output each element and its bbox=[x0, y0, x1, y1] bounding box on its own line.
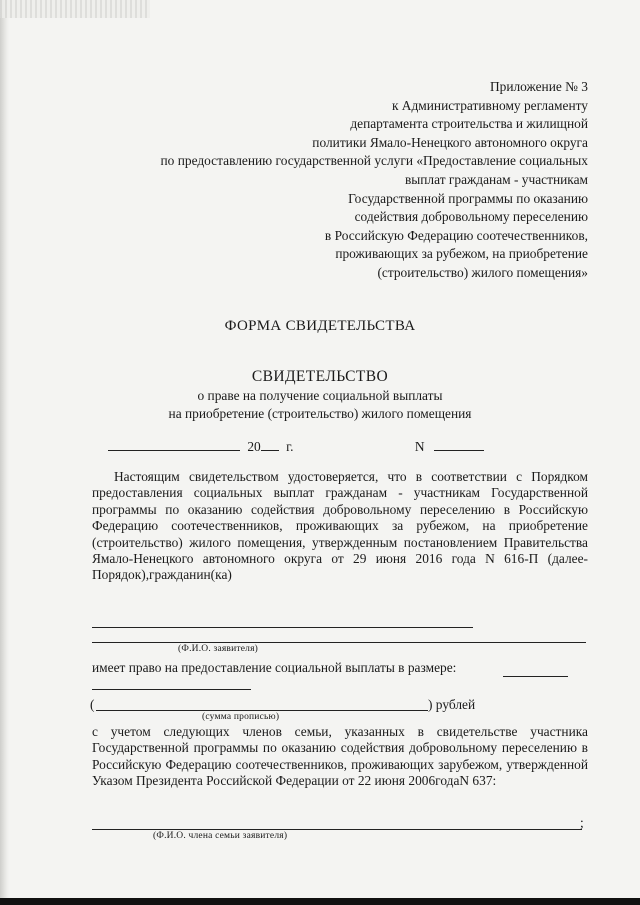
approval-line: политики Ямало-Ненецкого автономного округа bbox=[312, 134, 588, 150]
year-suffix: г. bbox=[286, 439, 294, 454]
open-paren: ( bbox=[90, 697, 95, 712]
approval-line: Государственной программы по оказанию bbox=[348, 190, 588, 206]
scan-edge-bottom bbox=[0, 898, 640, 905]
family-member-caption: (Ф.И.О. члена семьи заявителя) bbox=[153, 831, 288, 841]
approval-line: в Российскую Федерацию соотечественников, bbox=[324, 227, 588, 243]
approval-line: по предоставлению государственной услуги «Предоставление социальных bbox=[160, 153, 588, 169]
certificate-title: СВИДЕТЕЛЬСТВО bbox=[251, 368, 389, 385]
number-label: N bbox=[414, 439, 425, 454]
amount-words-line-2[interactable] bbox=[96, 710, 428, 711]
approval-line: к Административному регламенту bbox=[391, 97, 588, 113]
body-paragraph-2 bbox=[92, 724, 588, 790]
applicant-caption: (Ф.И.О. заявителя) bbox=[178, 644, 259, 654]
year-blank-field[interactable] bbox=[261, 436, 279, 451]
rubles-label: ) рублей bbox=[428, 697, 476, 712]
scan-artifact-top-left bbox=[0, 0, 150, 18]
semicolon: ; bbox=[580, 815, 584, 830]
certificate-subtitle-line1: о праве на получение социальной выплаты bbox=[197, 388, 443, 403]
approval-line: Приложение № 3 bbox=[489, 79, 588, 94]
approval-line: содействия добровольному переселению bbox=[354, 209, 588, 225]
scan-edge-left bbox=[0, 0, 9, 905]
certificate-subtitle-line2: на приобретение (строительство) жилого помещения bbox=[168, 405, 472, 421]
approval-line: выплат гражданам - участникам bbox=[404, 171, 588, 187]
applicant-name-line-2[interactable] bbox=[92, 642, 586, 643]
date-blank-field[interactable] bbox=[108, 436, 240, 451]
right-to-payment-text: имеет право на предоставление социальной выплаты в размере: bbox=[92, 660, 457, 675]
family-member-line[interactable] bbox=[92, 829, 582, 830]
certificate-subtitle bbox=[0, 387, 640, 422]
paragraph-1-text: Настоящим свидетельством удостоверяется, что в соответствии с Порядком предоставления социальных выплат гражданам - участникам Государственной программы по оказанию содействия добровольному переселению в Российскую Федерацию соотечественников, проживающих за рубежом, на приобретение (строительство) жилого помещения, утвержденным постановлением Правительства Ямало-Ненецкого автономного округа от 29 июня 2016 года N 616-П (далее- Порядок),гражданин(ка) bbox=[92, 469, 588, 583]
approval-line: проживающих за рубежом, на приобретение bbox=[335, 246, 588, 262]
approval-block bbox=[28, 78, 588, 283]
approval-line: департамента строительства и жилищной bbox=[350, 116, 588, 132]
date-number-row bbox=[108, 436, 508, 456]
amount-words-line-1[interactable] bbox=[92, 689, 251, 690]
amount-caption: (сумма прописью) bbox=[202, 712, 280, 722]
paragraph-2-text: с учетом следующих членов семьи, указанных в свидетельстве участника Государственной программы по оказанию содействия добровольному переселению в Российскую Федерацию соотечественников, проживающих зарубежом, утвержденной Указом Президента Российской Федерации от 22 июня 2006годаN 637: bbox=[92, 724, 588, 789]
body-paragraph-1 bbox=[92, 469, 588, 584]
approval-line: (строительство) жилого помещения» bbox=[377, 264, 588, 280]
applicant-name-line-1[interactable] bbox=[92, 627, 473, 628]
number-blank-field[interactable] bbox=[434, 436, 484, 451]
year-prefix: 20 bbox=[247, 439, 261, 454]
payment-amount-line[interactable] bbox=[503, 676, 568, 677]
form-title: ФОРМА СВИДЕТЕЛЬСТВА bbox=[224, 318, 416, 334]
